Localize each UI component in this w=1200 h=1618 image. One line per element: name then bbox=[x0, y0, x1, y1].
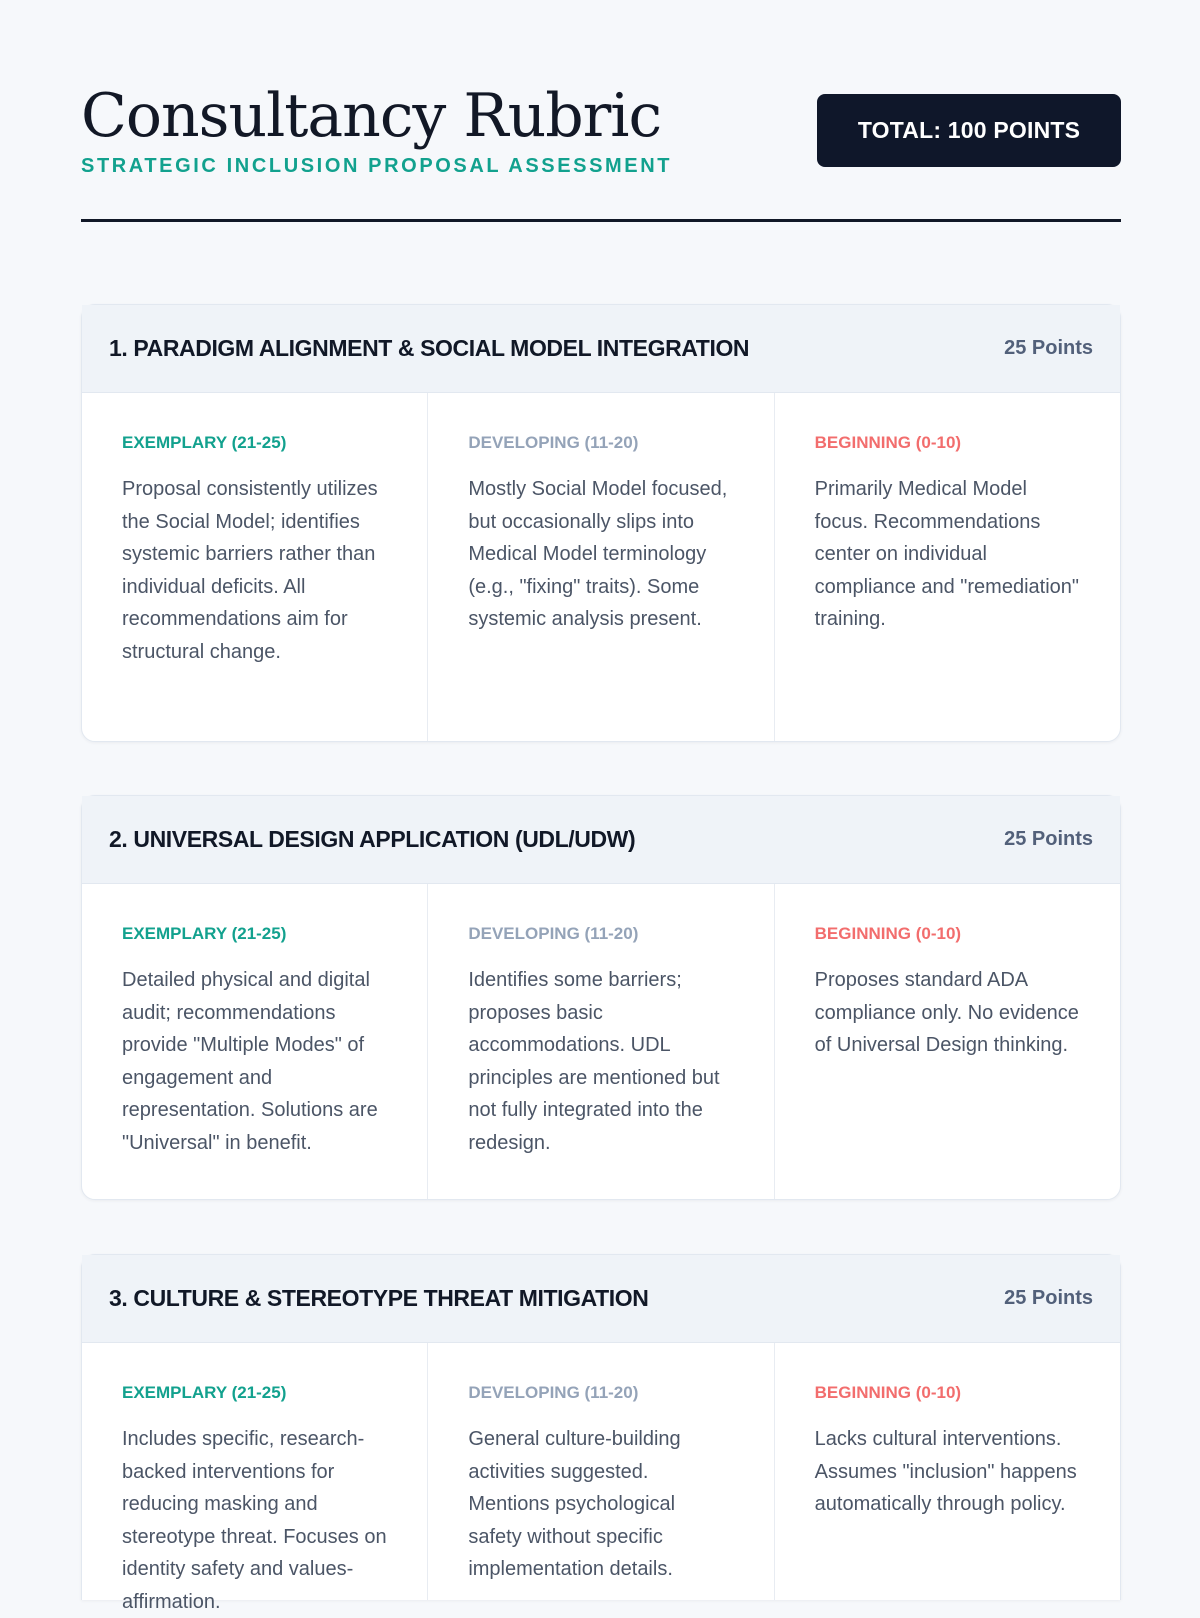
level-label-beginning: BEGINNING (0-10) bbox=[814, 1383, 962, 1402]
level-label-exemplary: EXEMPLARY (21-25) bbox=[122, 924, 287, 943]
performance-levels bbox=[82, 393, 1120, 741]
criterion-points: 25 Points bbox=[1004, 337, 1093, 359]
level-beginning bbox=[775, 1343, 1120, 1600]
level-developing bbox=[428, 1343, 774, 1600]
level-exemplary bbox=[82, 393, 428, 741]
level-description: Primarily Medical Model focus. Recommendations center on individual compliance and "remediation" training. bbox=[814, 478, 1080, 630]
rubric-page bbox=[81, 0, 1121, 1613]
level-description: General culture-building activities suggested. Mentions psychological safety without specific implementation details. bbox=[468, 1428, 681, 1580]
total-points-badge: TOTAL: 100 POINTS bbox=[817, 94, 1121, 167]
criterion-header bbox=[82, 305, 1120, 393]
level-description: Includes specific, research-backed interventions for reducing masking and stereotype threat. Focuses on identity safety and values-affirmation. bbox=[122, 1428, 387, 1613]
level-beginning bbox=[775, 393, 1120, 741]
level-developing bbox=[428, 884, 774, 1199]
criterion-title: 3. CULTURE & STEREOTYPE THREAT MITIGATION bbox=[109, 1285, 649, 1311]
page-title: Consultancy Rubric bbox=[81, 81, 662, 151]
criterion-header bbox=[82, 1255, 1120, 1343]
level-label-exemplary: EXEMPLARY (21-25) bbox=[122, 433, 287, 452]
criterion-card-paradigm-alignment bbox=[81, 304, 1121, 742]
level-label-beginning: BEGINNING (0-10) bbox=[814, 924, 962, 943]
level-label-developing: DEVELOPING (11-20) bbox=[468, 1383, 639, 1402]
rubric-header bbox=[81, 0, 1121, 224]
level-exemplary bbox=[82, 884, 428, 1199]
level-description: Proposal consistently utilizes the Social Model; identifies systemic barriers rather than individual deficits. All recommendations aim for structural change. bbox=[122, 478, 378, 663]
level-label-developing: DEVELOPING (11-20) bbox=[468, 924, 639, 943]
criterion-header bbox=[82, 796, 1120, 884]
criterion-title: 1. PARADIGM ALIGNMENT & SOCIAL MODEL INTEGRATION bbox=[109, 335, 750, 361]
level-description: Proposes standard ADA compliance only. No evidence of Universal Design thinking. bbox=[814, 969, 1079, 1056]
page-subtitle: STRATEGIC INCLUSION PROPOSAL ASSESSMENT bbox=[81, 155, 673, 177]
level-description: Identifies some barriers; proposes basic accommodations. UDL principles are mentioned but not fully integrated into the redesign. bbox=[468, 969, 720, 1154]
level-label-beginning: BEGINNING (0-10) bbox=[814, 433, 962, 452]
level-exemplary bbox=[82, 1343, 428, 1613]
criterion-card-universal-design bbox=[81, 795, 1121, 1200]
criterion-points: 25 Points bbox=[1004, 828, 1093, 850]
performance-levels bbox=[82, 1343, 1120, 1613]
level-beginning bbox=[775, 884, 1120, 1199]
level-label-exemplary: EXEMPLARY (21-25) bbox=[122, 1383, 287, 1402]
level-description: Mostly Social Model focused, but occasionally slips into Medical Model terminology (e.g., "fixing" traits). Some systemic analysis present. bbox=[468, 478, 728, 630]
level-label-developing: DEVELOPING (11-20) bbox=[468, 433, 639, 452]
level-description: Lacks cultural interventions. Assumes "inclusion" happens automatically through policy. bbox=[814, 1428, 1077, 1515]
criterion-points: 25 Points bbox=[1004, 1287, 1093, 1309]
criterion-title: 2. UNIVERSAL DESIGN APPLICATION (UDL/UDW) bbox=[109, 826, 636, 852]
level-description: Detailed physical and digital audit; recommendations provide "Multiple Modes" of engagement and representation. Solutions are "Universal" in benefit. bbox=[122, 969, 378, 1154]
performance-levels bbox=[82, 884, 1120, 1199]
header-divider bbox=[81, 219, 1121, 222]
level-developing bbox=[428, 393, 774, 741]
criterion-card-culture-stereotype bbox=[81, 1254, 1121, 1613]
